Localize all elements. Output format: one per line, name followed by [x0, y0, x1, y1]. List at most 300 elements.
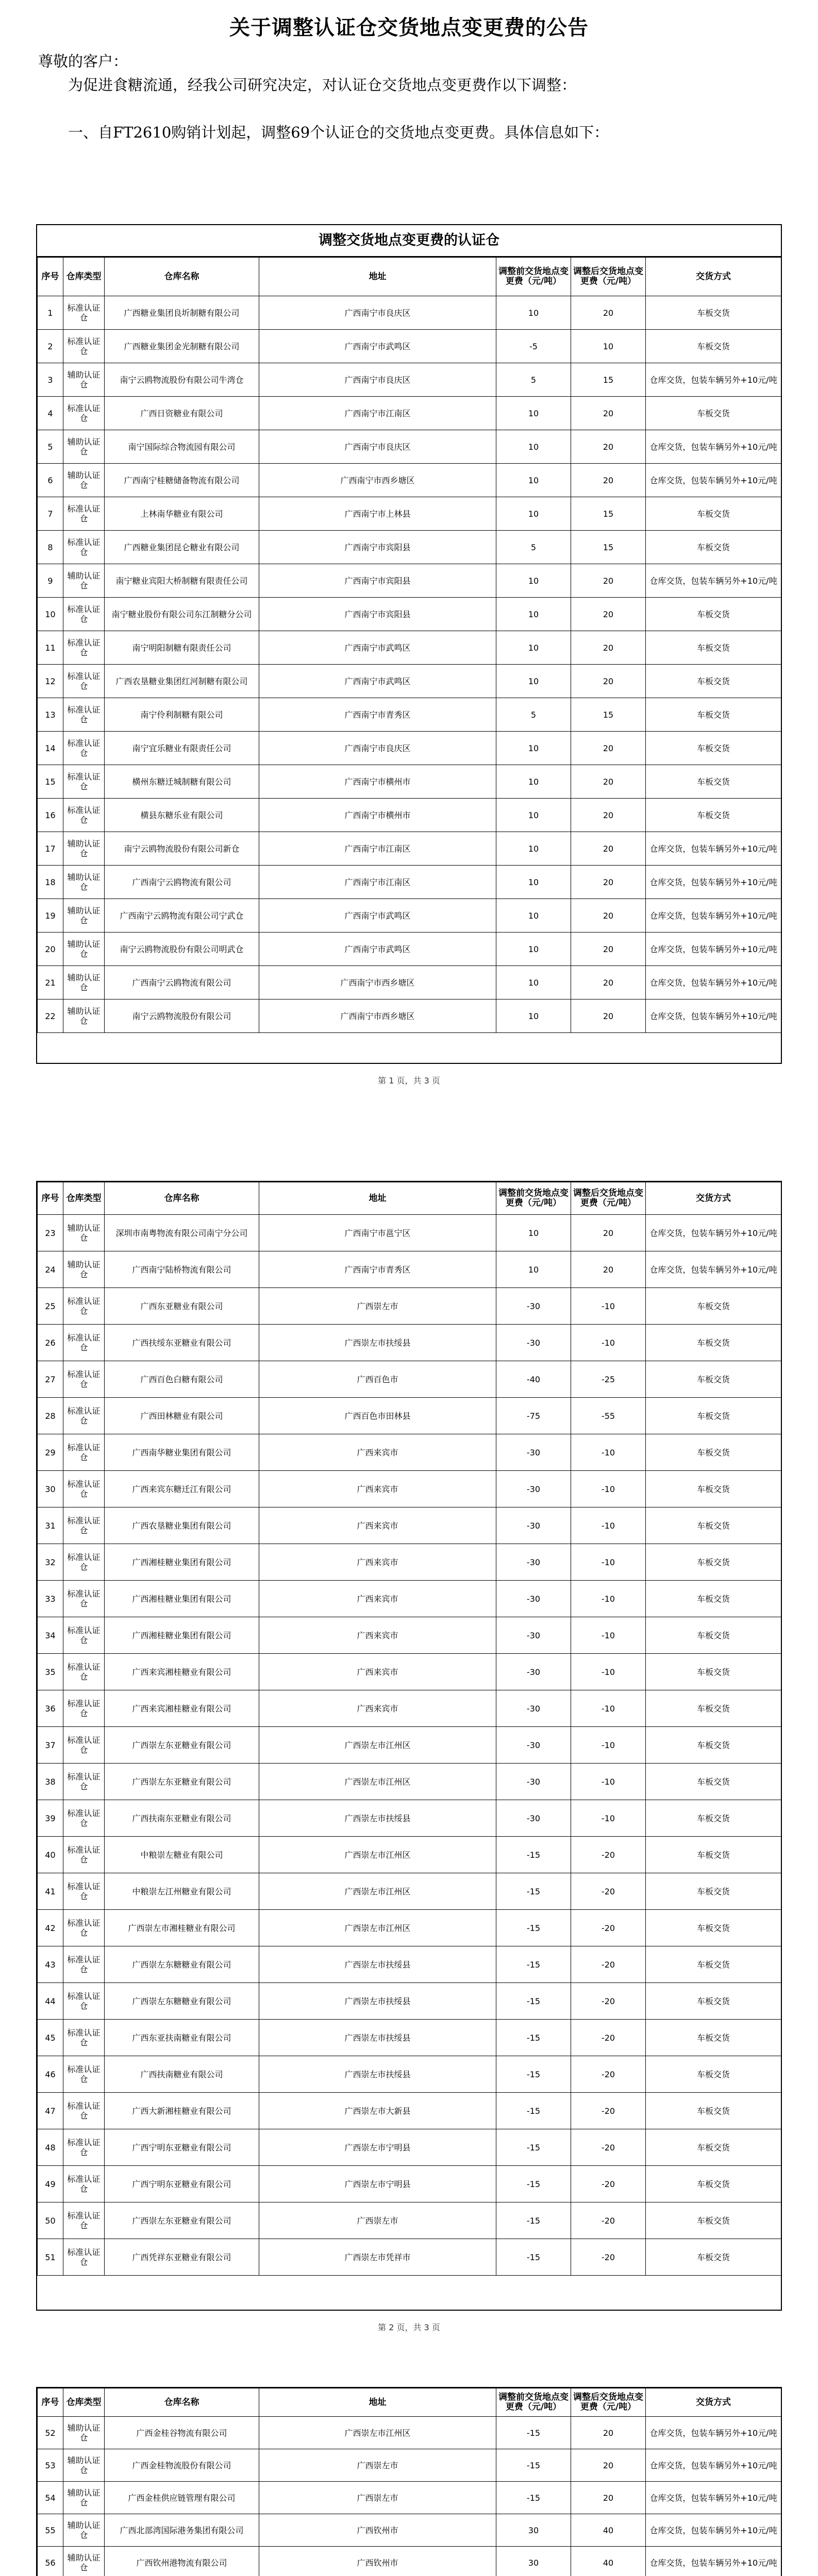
- cell-after: 20: [571, 933, 646, 966]
- cell-seq: 5: [38, 430, 63, 464]
- table-row: [38, 1654, 781, 1690]
- cell-name: 广西凭祥东亚糖业有限公司: [105, 2239, 259, 2276]
- column-header-name: 仓库名称: [105, 258, 259, 296]
- cell-name: 广西湘桂糖业集团有限公司: [105, 1544, 259, 1581]
- cell-before: -15: [496, 2129, 571, 2166]
- document-title: 关于调整认证仓交货地点变更费的公告: [229, 15, 589, 40]
- cell-addr: 广西崇左市扶绥县: [259, 1325, 496, 1361]
- cell-method: 仓库交货，包装车辆另外+10元/吨: [646, 899, 781, 933]
- cell-seq: 1: [38, 296, 63, 330]
- cell-name: 广西金桂物流股份有限公司: [105, 2449, 259, 2482]
- cell-name: 广西田林糖业有限公司: [105, 1398, 259, 1434]
- cell-seq: 37: [38, 1727, 63, 1764]
- cell-after: -10: [571, 1434, 646, 1471]
- cell-name: 广西湘桂糖业集团有限公司: [105, 1617, 259, 1654]
- table-row: [38, 1471, 781, 1507]
- column-header-before: 调整前交货地点变更费（元/吨）: [496, 258, 571, 296]
- cell-before: 30: [496, 2514, 571, 2547]
- column-header-name: 仓库名称: [105, 2388, 259, 2417]
- cell-method: 仓库交货，包装车辆另外+10元/吨: [646, 1215, 781, 1251]
- cell-type: 标准认证仓: [63, 531, 105, 564]
- cell-before: 10: [496, 631, 571, 665]
- cell-after: -20: [571, 2166, 646, 2202]
- cell-seq: 31: [38, 1507, 63, 1544]
- cell-addr: 广西崇左市扶绥县: [259, 1946, 496, 1983]
- cell-after: 20: [571, 999, 646, 1033]
- cell-method: 车板交货: [646, 732, 781, 765]
- cell-method: 车板交货: [646, 2093, 781, 2129]
- table-row: [38, 765, 781, 799]
- cell-seq: 53: [38, 2449, 63, 2482]
- cell-after: 20: [571, 765, 646, 799]
- table-row: [38, 732, 781, 765]
- cell-method: 仓库交货，包装车辆另外+10元/吨: [646, 999, 781, 1033]
- cell-method: 车板交货: [646, 799, 781, 832]
- cell-name: 广西糖业集团良圻制糖有限公司: [105, 296, 259, 330]
- cell-after: 20: [571, 899, 646, 933]
- cell-after: 20: [571, 799, 646, 832]
- table-row: [38, 799, 781, 832]
- column-header-method: 交货方式: [646, 1182, 781, 1215]
- cell-after: 20: [571, 2417, 646, 2449]
- cell-after: 20: [571, 296, 646, 330]
- cell-seq: 27: [38, 1361, 63, 1398]
- cell-seq: 56: [38, 2547, 63, 2576]
- cell-type: 标准认证仓: [63, 732, 105, 765]
- table-row: [38, 1617, 781, 1654]
- cell-name: 广西南宁桂糖储备物流有限公司: [105, 464, 259, 497]
- cell-addr: 广西崇左市江州区: [259, 1764, 496, 1800]
- table-row: [38, 296, 781, 330]
- cell-after: -10: [571, 1764, 646, 1800]
- cell-seq: 17: [38, 832, 63, 866]
- cell-method: 仓库交货，包装车辆另外+10元/吨: [646, 2417, 781, 2449]
- column-header-seq: 序号: [38, 258, 63, 296]
- cell-after: -10: [571, 1507, 646, 1544]
- cell-type: 标准认证仓: [63, 330, 105, 363]
- cell-seq: 26: [38, 1325, 63, 1361]
- cell-method: 仓库交货，包装车辆另外+10元/吨: [646, 1251, 781, 1288]
- column-header-seq: 序号: [38, 2388, 63, 2417]
- cell-addr: 广西崇左市: [259, 2202, 496, 2239]
- cell-method: 仓库交货，包装车辆另外+10元/吨: [646, 464, 781, 497]
- table-body: [38, 1215, 781, 2276]
- cell-name: 广西南宁云鸥物流有限公司: [105, 966, 259, 999]
- cell-type: 辅助认证仓: [63, 832, 105, 866]
- cell-seq: 29: [38, 1434, 63, 1471]
- cell-after: -10: [571, 1800, 646, 1837]
- cell-seq: 9: [38, 564, 63, 598]
- table-caption: 调整交货地点变更费的认证仓: [37, 225, 781, 257]
- cell-seq: 8: [38, 531, 63, 564]
- cell-after: 40: [571, 2547, 646, 2576]
- cell-seq: 10: [38, 598, 63, 631]
- warehouse-table-2: [37, 1182, 781, 2276]
- table-row: [38, 2020, 781, 2056]
- table-row: [38, 2514, 781, 2547]
- cell-seq: 25: [38, 1288, 63, 1325]
- cell-before: -15: [496, 2417, 571, 2449]
- cell-seq: 28: [38, 1398, 63, 1434]
- cell-addr: 广西南宁市宾阳县: [259, 564, 496, 598]
- cell-addr: 广西来宾市: [259, 1434, 496, 1471]
- table-row: [38, 1581, 781, 1617]
- cell-after: 20: [571, 1215, 646, 1251]
- cell-after: -20: [571, 2093, 646, 2129]
- cell-method: 车板交货: [646, 1727, 781, 1764]
- cell-addr: 广西崇左市江州区: [259, 1873, 496, 1910]
- cell-type: 标准认证仓: [63, 1581, 105, 1617]
- cell-type: 标准认证仓: [63, 1727, 105, 1764]
- cell-name: 广西扶南糖业有限公司: [105, 2056, 259, 2093]
- cell-addr: 广西南宁市宾阳县: [259, 531, 496, 564]
- table-page-3: [36, 2387, 782, 2576]
- column-header-after: 调整后交货地点变更费（元/吨）: [571, 1182, 646, 1215]
- table-body: [38, 296, 781, 1033]
- cell-before: -30: [496, 1617, 571, 1654]
- table-row: [38, 1251, 781, 1288]
- cell-seq: 13: [38, 698, 63, 732]
- table-row: [38, 1873, 781, 1910]
- cell-name: 广西日资糖业有限公司: [105, 397, 259, 430]
- warehouse-table-3: [37, 2388, 781, 2576]
- cell-type: 标准认证仓: [63, 1434, 105, 1471]
- cell-seq: 45: [38, 2020, 63, 2056]
- cell-type: 标准认证仓: [63, 1983, 105, 2020]
- table-row: [38, 1544, 781, 1581]
- cell-name: 广西来宾湘桂糖业有限公司: [105, 1690, 259, 1727]
- cell-name: 广西农垦糖业集团有限公司: [105, 1507, 259, 1544]
- table-row: [38, 999, 781, 1033]
- table-row: [38, 2129, 781, 2166]
- cell-seq: 3: [38, 363, 63, 397]
- cell-name: 南宁明阳制糖有限责任公司: [105, 631, 259, 665]
- cell-after: 20: [571, 2449, 646, 2482]
- cell-before: -15: [496, 1873, 571, 1910]
- cell-addr: 广西南宁市江南区: [259, 866, 496, 899]
- cell-after: -20: [571, 1983, 646, 2020]
- cell-type: 标准认证仓: [63, 1398, 105, 1434]
- cell-seq: 2: [38, 330, 63, 363]
- page-footer: 第 1 页，共 3 页: [378, 1076, 440, 1086]
- cell-after: -20: [571, 2129, 646, 2166]
- table-row: [38, 330, 781, 363]
- cell-method: 车板交货: [646, 397, 781, 430]
- cell-method: 车板交货: [646, 497, 781, 531]
- cell-type: 标准认证仓: [63, 2056, 105, 2093]
- table-row: [38, 698, 781, 732]
- cell-method: 仓库交货，包装车辆另外+10元/吨: [646, 430, 781, 464]
- cell-type: 辅助认证仓: [63, 966, 105, 999]
- cell-method: 车板交货: [646, 1434, 781, 1471]
- table-row: [38, 1288, 781, 1325]
- cell-seq: 36: [38, 1690, 63, 1727]
- cell-after: 40: [571, 2514, 646, 2547]
- cell-addr: 广西崇左市扶绥县: [259, 2020, 496, 2056]
- cell-name: 广西北部湾国际港务集团有限公司: [105, 2514, 259, 2547]
- table-row: [38, 933, 781, 966]
- cell-after: -10: [571, 1727, 646, 1764]
- cell-after: 15: [571, 531, 646, 564]
- cell-type: 标准认证仓: [63, 1288, 105, 1325]
- cell-addr: 广西崇左市江州区: [259, 1910, 496, 1946]
- cell-before: -15: [496, 1837, 571, 1873]
- cell-type: 标准认证仓: [63, 765, 105, 799]
- cell-addr: 广西南宁市江南区: [259, 397, 496, 430]
- cell-seq: 41: [38, 1873, 63, 1910]
- cell-seq: 49: [38, 2166, 63, 2202]
- cell-after: -10: [571, 1471, 646, 1507]
- cell-type: 标准认证仓: [63, 2239, 105, 2276]
- cell-seq: 20: [38, 933, 63, 966]
- column-header-addr: 地址: [259, 258, 496, 296]
- cell-method: 仓库交货，包装车辆另外+10元/吨: [646, 2449, 781, 2482]
- column-header-addr: 地址: [259, 2388, 496, 2417]
- table-row: [38, 363, 781, 397]
- table-row: [38, 598, 781, 631]
- cell-before: -5: [496, 330, 571, 363]
- cell-addr: 广西崇左市凭祥市: [259, 2239, 496, 2276]
- cell-type: 标准认证仓: [63, 1617, 105, 1654]
- cell-name: 广西金桂供应链管理有限公司: [105, 2482, 259, 2514]
- cell-after: 20: [571, 631, 646, 665]
- cell-seq: 19: [38, 899, 63, 933]
- cell-method: 车板交货: [646, 1471, 781, 1507]
- cell-type: 标准认证仓: [63, 1946, 105, 1983]
- cell-addr: 广西崇左市: [259, 2449, 496, 2482]
- cell-method: 仓库交货，包装车辆另外+10元/吨: [646, 363, 781, 397]
- cell-type: 标准认证仓: [63, 1654, 105, 1690]
- cell-before: 10: [496, 598, 571, 631]
- cell-method: 车板交货: [646, 1581, 781, 1617]
- cell-type: 标准认证仓: [63, 799, 105, 832]
- cell-seq: 44: [38, 1983, 63, 2020]
- column-header-before: 调整前交货地点变更费（元/吨）: [496, 2388, 571, 2417]
- cell-name: 南宁云鸥物流股份有限公司: [105, 999, 259, 1033]
- cell-name: 广西宁明东亚糖业有限公司: [105, 2129, 259, 2166]
- cell-seq: 30: [38, 1471, 63, 1507]
- cell-addr: 广西南宁市横州市: [259, 765, 496, 799]
- cell-after: 20: [571, 732, 646, 765]
- cell-name: 南宁云鸥物流股份有限公司牛湾仓: [105, 363, 259, 397]
- cell-before: -30: [496, 1800, 571, 1837]
- cell-after: -20: [571, 2020, 646, 2056]
- cell-seq: 22: [38, 999, 63, 1033]
- cell-seq: 47: [38, 2093, 63, 2129]
- cell-seq: 15: [38, 765, 63, 799]
- cell-addr: 广西南宁市西乡塘区: [259, 966, 496, 999]
- cell-before: 5: [496, 531, 571, 564]
- cell-method: 车板交货: [646, 1873, 781, 1910]
- cell-seq: 23: [38, 1215, 63, 1251]
- cell-addr: 广西崇左市宁明县: [259, 2166, 496, 2202]
- cell-name: 深圳市南粤物流有限公司南宁分公司: [105, 1215, 259, 1251]
- cell-after: -20: [571, 2056, 646, 2093]
- cell-addr: 广西南宁市武鸣区: [259, 665, 496, 698]
- cell-type: 标准认证仓: [63, 497, 105, 531]
- cell-addr: 广西崇左市江州区: [259, 1727, 496, 1764]
- cell-after: 20: [571, 464, 646, 497]
- table-header-row: [38, 1182, 781, 1215]
- cell-method: 仓库交货，包装车辆另外+10元/吨: [646, 564, 781, 598]
- table-row: [38, 531, 781, 564]
- cell-addr: 广西崇左市: [259, 2482, 496, 2514]
- cell-addr: 广西崇左市: [259, 1288, 496, 1325]
- cell-method: 车板交货: [646, 2166, 781, 2202]
- cell-type: 标准认证仓: [63, 397, 105, 430]
- cell-before: 5: [496, 363, 571, 397]
- cell-type: 标准认证仓: [63, 1837, 105, 1873]
- table-row: [38, 832, 781, 866]
- cell-name: 广西崇左东糖糖业有限公司: [105, 1983, 259, 2020]
- table-row: [38, 2093, 781, 2129]
- cell-seq: 33: [38, 1581, 63, 1617]
- cell-after: 20: [571, 598, 646, 631]
- cell-after: -10: [571, 1690, 646, 1727]
- cell-addr: 广西南宁市良庆区: [259, 296, 496, 330]
- cell-name: 南宁糖业宾阳大桥制糖有限责任公司: [105, 564, 259, 598]
- cell-method: 车板交货: [646, 1288, 781, 1325]
- cell-before: 10: [496, 832, 571, 866]
- cell-addr: 广西崇左市江州区: [259, 1837, 496, 1873]
- table-row: [38, 1727, 781, 1764]
- cell-type: 标准认证仓: [63, 1361, 105, 1398]
- table-row: [38, 899, 781, 933]
- cell-addr: 广西钦州市: [259, 2514, 496, 2547]
- cell-method: 仓库交货，包装车辆另外+10元/吨: [646, 2514, 781, 2547]
- cell-after: 15: [571, 698, 646, 732]
- cell-method: 仓库交货，包装车辆另外+10元/吨: [646, 832, 781, 866]
- cell-name: 广西钦州港物流有限公司: [105, 2547, 259, 2576]
- cell-seq: 18: [38, 866, 63, 899]
- cell-before: -15: [496, 2093, 571, 2129]
- cell-type: 辅助认证仓: [63, 2417, 105, 2449]
- cell-name: 广西南宁云鸥物流有限公司: [105, 866, 259, 899]
- column-header-method: 交货方式: [646, 2388, 781, 2417]
- cell-before: 5: [496, 698, 571, 732]
- cell-type: 辅助认证仓: [63, 999, 105, 1033]
- cell-after: 20: [571, 832, 646, 866]
- cell-before: -30: [496, 1288, 571, 1325]
- cell-seq: 52: [38, 2417, 63, 2449]
- cell-before: -30: [496, 1325, 571, 1361]
- cell-name: 广西崇左东糖糖业有限公司: [105, 1946, 259, 1983]
- cell-before: 10: [496, 999, 571, 1033]
- section-one: 一、自FT2610购销计划起，调整69个认证仓的交货地点变更费。具体信息如下：: [68, 124, 609, 141]
- cell-after: -10: [571, 1581, 646, 1617]
- cell-method: 车板交货: [646, 665, 781, 698]
- cell-method: 车板交货: [646, 1983, 781, 2020]
- cell-addr: 广西南宁市武鸣区: [259, 899, 496, 933]
- column-header-after: 调整后交货地点变更费（元/吨）: [571, 258, 646, 296]
- cell-before: -15: [496, 2056, 571, 2093]
- cell-addr: 广西百色市田林县: [259, 1398, 496, 1434]
- cell-type: 辅助认证仓: [63, 933, 105, 966]
- cell-after: 15: [571, 363, 646, 397]
- cell-before: -15: [496, 1983, 571, 2020]
- cell-addr: 广西百色市: [259, 1361, 496, 1398]
- table-row: [38, 1507, 781, 1544]
- table-row: [38, 2166, 781, 2202]
- cell-seq: 46: [38, 2056, 63, 2093]
- cell-addr: 广西南宁市上林县: [259, 497, 496, 531]
- cell-seq: 40: [38, 1837, 63, 1873]
- cell-addr: 广西南宁市横州市: [259, 799, 496, 832]
- cell-addr: 广西南宁市邕宁区: [259, 1215, 496, 1251]
- cell-name: 广西南华糖业集团有限公司: [105, 1434, 259, 1471]
- intro-paragraph: 为促进食糖流通，经我公司研究决定，对认证仓交货地点变更费作以下调整：: [68, 76, 577, 94]
- cell-before: -15: [496, 2166, 571, 2202]
- cell-addr: 广西崇左市扶绥县: [259, 2056, 496, 2093]
- cell-type: 辅助认证仓: [63, 2514, 105, 2547]
- cell-type: 标准认证仓: [63, 1690, 105, 1727]
- cell-before: 10: [496, 732, 571, 765]
- cell-type: 标准认证仓: [63, 2166, 105, 2202]
- cell-type: 辅助认证仓: [63, 1251, 105, 1288]
- page-footer: 第 2 页，共 3 页: [378, 2323, 440, 2332]
- cell-addr: 广西南宁市武鸣区: [259, 330, 496, 363]
- cell-method: 车板交货: [646, 1617, 781, 1654]
- cell-method: 车板交货: [646, 1946, 781, 1983]
- cell-seq: 7: [38, 497, 63, 531]
- cell-before: -15: [496, 2020, 571, 2056]
- table-page-2: [36, 1181, 782, 2311]
- column-header-addr: 地址: [259, 1182, 496, 1215]
- cell-type: 标准认证仓: [63, 698, 105, 732]
- cell-type: 辅助认证仓: [63, 866, 105, 899]
- cell-seq: 55: [38, 2514, 63, 2547]
- cell-after: -10: [571, 1617, 646, 1654]
- table-row: [38, 1983, 781, 2020]
- cell-method: 车板交货: [646, 1507, 781, 1544]
- cell-before: 10: [496, 866, 571, 899]
- cell-seq: 54: [38, 2482, 63, 2514]
- cell-after: 20: [571, 397, 646, 430]
- cell-type: 标准认证仓: [63, 1471, 105, 1507]
- cell-addr: 广西南宁市青秀区: [259, 1251, 496, 1288]
- table-row: [38, 1800, 781, 1837]
- cell-type: 标准认证仓: [63, 598, 105, 631]
- cell-before: -30: [496, 1654, 571, 1690]
- cell-seq: 6: [38, 464, 63, 497]
- table-body: [38, 2417, 781, 2576]
- cell-method: 车板交货: [646, 1361, 781, 1398]
- cell-method: 车板交货: [646, 1910, 781, 1946]
- cell-addr: 广西来宾市: [259, 1581, 496, 1617]
- cell-seq: 42: [38, 1910, 63, 1946]
- cell-before: 10: [496, 397, 571, 430]
- cell-seq: 51: [38, 2239, 63, 2276]
- cell-name: 广西农垦糖业集团红河制糖有限公司: [105, 665, 259, 698]
- cell-seq: 16: [38, 799, 63, 832]
- cell-method: 车板交货: [646, 1800, 781, 1837]
- cell-addr: 广西南宁市青秀区: [259, 698, 496, 732]
- cell-name: 广西来宾东糖迁江有限公司: [105, 1471, 259, 1507]
- cell-seq: 4: [38, 397, 63, 430]
- cell-before: -30: [496, 1581, 571, 1617]
- cell-after: -20: [571, 1946, 646, 1983]
- warehouse-table-1: [37, 257, 781, 1033]
- cell-addr: 广西南宁市宾阳县: [259, 598, 496, 631]
- cell-type: 标准认证仓: [63, 1800, 105, 1837]
- cell-name: 广西扶南东亚糖业有限公司: [105, 1800, 259, 1837]
- cell-before: -15: [496, 2482, 571, 2514]
- cell-before: -30: [496, 1727, 571, 1764]
- cell-before: 10: [496, 430, 571, 464]
- table-row: [38, 1764, 781, 1800]
- cell-name: 南宁云鸥物流股份有限公司新仓: [105, 832, 259, 866]
- cell-before: 30: [496, 2547, 571, 2576]
